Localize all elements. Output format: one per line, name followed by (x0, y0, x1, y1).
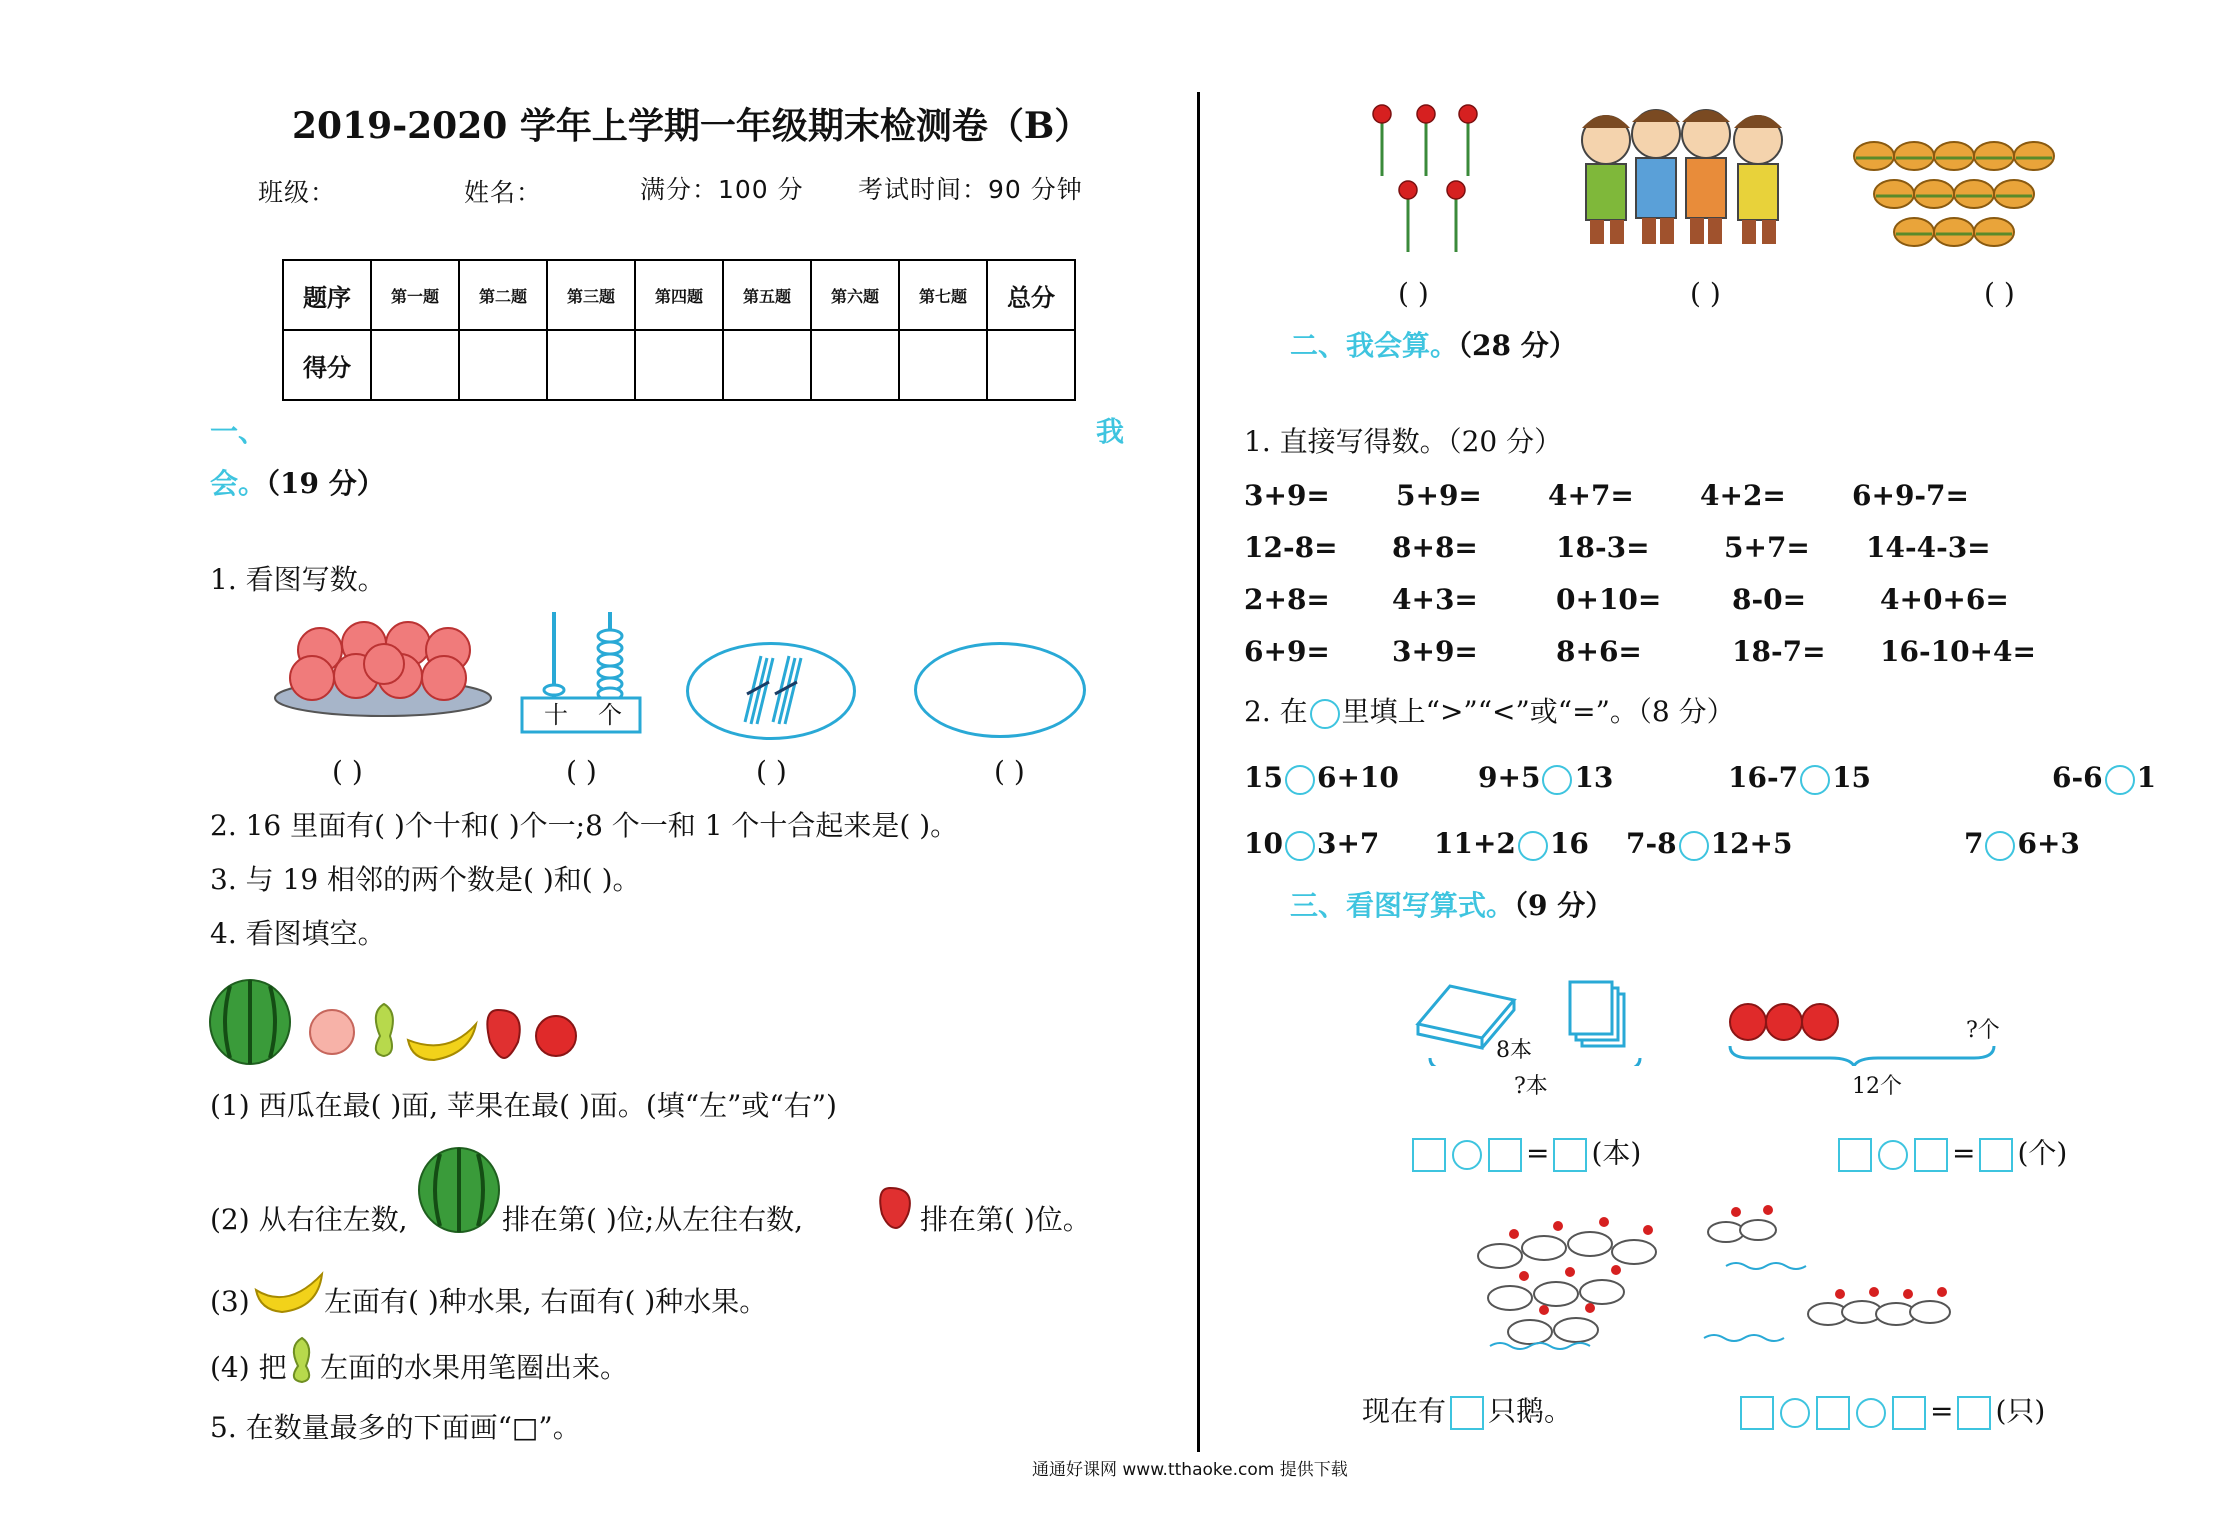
q4-3-text-a: (3) (210, 1285, 250, 1318)
answer-box[interactable] (1450, 1396, 1484, 1430)
calc-item[interactable]: 18-3= (1556, 531, 1650, 564)
exam-time: 考试时间：90 分钟 (858, 175, 1083, 204)
apples-unknown: ?个 (1966, 1018, 2000, 1043)
score-cell[interactable] (723, 330, 811, 400)
q5-text: 5. 在数量最多的下面画“□”。 (210, 1411, 581, 1444)
q1-text: 1. 看图写数。 (210, 563, 386, 596)
watermelon-icon (416, 1144, 502, 1236)
calc-item[interactable]: 8-0= (1732, 583, 1807, 616)
goose-text-b: 只鹅。 (1488, 1394, 1573, 1428)
q1-answer-1[interactable]: ( ) (332, 755, 363, 788)
score-header-cell: 第七题 (899, 260, 987, 330)
empty-oval[interactable] (914, 642, 1086, 738)
q5-answer-1[interactable]: ( ) (1398, 277, 1429, 310)
peaches-image (272, 610, 494, 720)
goose-sentence (1362, 1396, 1572, 1430)
calc-item[interactable]: 2+8= (1244, 583, 1330, 616)
page-divider (1197, 92, 1200, 1452)
score-header-cell: 第六题 (811, 260, 899, 330)
compare-circle-example (1310, 699, 1340, 729)
compare-item: 9+5 13 (1478, 761, 1614, 794)
score-table-header (283, 260, 1075, 330)
compare-item: 16-7 15 (1728, 761, 1872, 794)
section3-points: （9 分） (1514, 889, 1614, 922)
answer-box[interactable] (1914, 1138, 1948, 1172)
banana-icon (252, 1264, 326, 1314)
calc-item[interactable]: 16-10+4= (1880, 635, 2036, 668)
s2-q1-text: 1. 直接写得数。（20 分） (1244, 425, 1563, 458)
score-cell[interactable] (899, 330, 987, 400)
class-label: 班级： (258, 178, 337, 207)
score-cell[interactable] (987, 330, 1075, 400)
calc-item[interactable]: 4+2= (1700, 479, 1786, 512)
section3-heading (1290, 889, 1614, 922)
answer-box[interactable] (1553, 1138, 1587, 1172)
q5-answer-3[interactable]: ( ) (1984, 277, 2015, 310)
calc-item[interactable]: 3+9= (1392, 635, 1478, 668)
q1-answer-3[interactable]: ( ) (756, 755, 787, 788)
unit-ben: (本) (1591, 1136, 1642, 1170)
score-table-row (283, 330, 1075, 400)
pear-icon (284, 1334, 318, 1384)
score-cell[interactable] (459, 330, 547, 400)
children-image (1570, 98, 1800, 250)
books-equation: = (本) (1408, 1138, 1641, 1172)
abacus-image (516, 606, 646, 736)
section1-points: （19 分） (266, 467, 385, 500)
abacus-one-label: 个 (598, 701, 622, 729)
compare-circle[interactable] (1518, 831, 1548, 861)
calc-item[interactable]: 4+7= (1548, 479, 1634, 512)
q4-2-text-c: 排在第( )位。 (920, 1203, 1091, 1236)
answer-box[interactable] (1838, 1138, 1872, 1172)
section1-heading (210, 467, 385, 500)
score-header-cell: 第四题 (635, 260, 723, 330)
answer-box[interactable] (1957, 1396, 1991, 1430)
abacus-ten-label: 十 (544, 701, 568, 729)
q5-answer-2[interactable]: ( ) (1690, 277, 1721, 310)
operator-circle[interactable] (1878, 1140, 1908, 1170)
calc-item[interactable]: 6+9= (1244, 635, 1330, 668)
section2-heading (1290, 329, 1577, 362)
calc-item[interactable]: 5+7= (1724, 531, 1810, 564)
name-label: 姓名： (464, 178, 543, 207)
score-header-cell: 总分 (987, 260, 1075, 330)
compare-item: 15 6+10 (1244, 761, 1399, 794)
goose-text-a: 现在有 (1362, 1394, 1447, 1428)
calc-item[interactable]: 8+6= (1556, 635, 1642, 668)
compare-circle[interactable] (1985, 831, 2015, 861)
compare-item: 11+2 16 (1434, 827, 1589, 860)
section3-head: 三、看图写算式。 (1290, 889, 1515, 922)
compare-item: 7 6+3 (1964, 827, 2080, 860)
q3-text: 3. 与 19 相邻的两个数是( )和( )。 (210, 863, 641, 896)
compare-circle[interactable] (2105, 765, 2135, 795)
section1-head-c: 会。 (210, 467, 267, 500)
q2-text: 2. 16 里面有( )个十和( )个一;8 个一和 1 个十合起来是( )。 (210, 809, 959, 842)
compare-circle[interactable] (1285, 831, 1315, 861)
full-score: 满分：100 分 (640, 175, 804, 204)
unit-ge: (个) (2017, 1136, 2068, 1170)
hamburgers-image (1850, 134, 2060, 252)
q4-text: 4. 看图填空。 (210, 917, 386, 950)
score-header-cell: 第三题 (547, 260, 635, 330)
calc-item[interactable]: 14-4-3= (1866, 531, 1991, 564)
strawberry-icon (878, 1184, 918, 1230)
unit-zhi: (只) (1995, 1394, 2046, 1428)
operator-circle[interactable] (1780, 1398, 1810, 1428)
answer-box[interactable] (1892, 1396, 1926, 1430)
answer-box[interactable] (1740, 1396, 1774, 1430)
page-title: 2019-2020 学年上学期一年级期末检测卷（B） (292, 105, 1091, 147)
compare-circle[interactable] (1542, 765, 1572, 795)
score-header-cell: 第五题 (723, 260, 811, 330)
score-header-cell: 第二题 (459, 260, 547, 330)
score-cell[interactable] (547, 330, 635, 400)
s2-q2-text-a: 2. 在 (1244, 695, 1308, 728)
calc-item[interactable]: 4+0+6= (1880, 583, 2009, 616)
q4-2-text-a: (2) 从右往左数, (210, 1203, 408, 1236)
calc-item[interactable]: 18-7= (1732, 635, 1826, 668)
answer-box[interactable] (1412, 1138, 1446, 1172)
compare-item: 10 3+7 (1244, 827, 1380, 860)
footer-text: 通通好课网 www.tthaoke.com 提供下载 (1032, 1460, 1348, 1480)
score-cell[interactable] (635, 330, 723, 400)
geese-equation: = (只) (1736, 1396, 2045, 1430)
q4-4-text-a: (4) 把 (210, 1351, 287, 1384)
s2-q2-text-b: 里填上“>”“<”或“=”。（8 分） (1341, 695, 1735, 728)
calc-item[interactable]: 3+9= (1244, 479, 1330, 512)
section2-head: 二、我会算。 (1290, 329, 1459, 362)
score-table (282, 259, 1076, 401)
score-row-label: 得分 (283, 330, 371, 400)
fruit-row-image (208, 976, 588, 1066)
section1-head-a: 一、 (210, 415, 267, 448)
calc-item[interactable]: 4+3= (1392, 583, 1478, 616)
q1-answer-2[interactable]: ( ) (566, 755, 597, 788)
s2-q2-text (1244, 695, 1735, 729)
score-header-cell: 题序 (283, 260, 371, 330)
score-cell[interactable] (811, 330, 899, 400)
roses-image (1356, 98, 1506, 258)
books-total: ?本 (1514, 1074, 1548, 1099)
q4-1-text: (1) 西瓜在最( )面, 苹果在最( )面。(填“左”或“右”) (210, 1089, 837, 1122)
answer-box[interactable] (1488, 1138, 1522, 1172)
section2-points: （28 分） (1458, 329, 1577, 362)
compare-item: 6-6 1 (2052, 761, 2157, 794)
compare-item: 7-8 12+5 (1626, 827, 1793, 860)
answer-box[interactable] (1979, 1138, 2013, 1172)
sticks-image (725, 642, 815, 734)
apples-total: 12个 (1852, 1074, 1902, 1099)
q4-2-text-b: 排在第( )位;从左往右数, (502, 1203, 804, 1236)
apples-equation: = (个) (1834, 1138, 2067, 1172)
section1-head-b: 我 (1096, 415, 1125, 448)
score-header-cell: 第一题 (371, 260, 459, 330)
score-cell[interactable] (371, 330, 459, 400)
q1-answer-4[interactable]: ( ) (994, 755, 1025, 788)
compare-circle[interactable] (1679, 831, 1709, 861)
q4-4-text-b: 左面的水果用笔圈出来。 (320, 1351, 629, 1384)
compare-circle[interactable] (1285, 765, 1315, 795)
compare-circle[interactable] (1800, 765, 1830, 795)
books-count: 8本 (1496, 1038, 1532, 1063)
q4-3-text-b: 左面有( )种水果, 右面有( )种水果。 (324, 1285, 768, 1318)
calc-item[interactable]: 8+8= (1392, 531, 1478, 564)
operator-circle[interactable] (1452, 1140, 1482, 1170)
geese-group-left-image (1470, 1196, 1670, 1356)
calc-item[interactable]: 5+9= (1396, 479, 1482, 512)
calc-item[interactable]: 6+9-7= (1852, 479, 1969, 512)
answer-box[interactable] (1816, 1396, 1850, 1430)
calc-item[interactable]: 0+10= (1556, 583, 1662, 616)
calc-item[interactable]: 12-8= (1244, 531, 1338, 564)
geese-group-right-image (1696, 1196, 1956, 1350)
apples-image (1726, 996, 2006, 1066)
operator-circle[interactable] (1856, 1398, 1886, 1428)
